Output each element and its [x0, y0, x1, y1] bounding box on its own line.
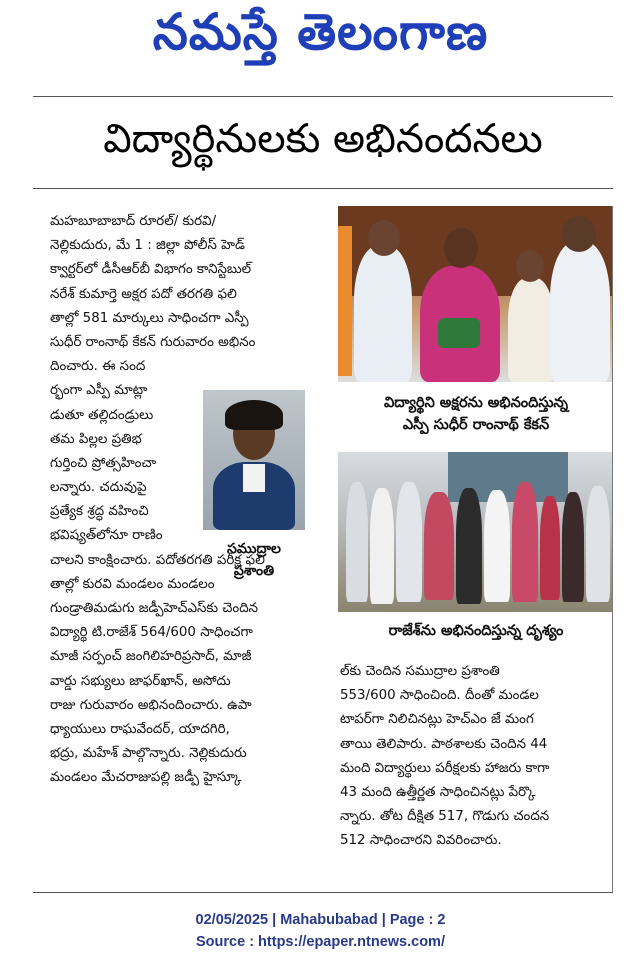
photo2-caption: రాజేశ్‌ను అభినందిస్తున్న దృశ్యం [388, 623, 564, 639]
masthead [0, 0, 641, 88]
article-line: ర్భంగా ఎస్పీ మాట్లా [50, 383, 148, 399]
headline: విద్యార్థినులకు అభినందనలు [103, 116, 543, 162]
article-line: విద్యార్థి టి.రాజేశ్ 564/600 సాధించగా [50, 625, 253, 641]
article-line: నరేశ్ కుమార్తె అక్షర పదో తరగతి ఫలి [50, 286, 237, 302]
article-line: న్నారు. తోట దీక్షిత 517, గొడుగు చందన [340, 809, 550, 825]
article-line: గుర్తించి ప్రోత్సహించా [50, 455, 157, 471]
edition-info: 02/05/2025 | Mahabubabad | Page : 2 [195, 912, 446, 928]
article-line: భద్రు, మహేశ్ పాల్గొన్నారు. నెల్లికుదురు [50, 746, 247, 762]
article-line: చాలని కాంక్షించారు. పదోతరగతి పరీక్ష ఫలి [50, 552, 265, 568]
student-portrait-photo [203, 390, 305, 530]
article-line: 43 మంది ఉత్తీర్ణత సాధించినట్లు పేర్కొ [340, 784, 536, 800]
article-line: క్వార్టర్‌లో డీసీఆర్‌బీ విభాగం కానిస్టేబుల్ [50, 262, 252, 278]
newspaper-logo: నమస్తే తెలంగాణ [152, 2, 489, 61]
article-line: ధ్యాయులు రాఘవేందర్, యాదగిరి, [50, 721, 230, 737]
article-line: 512 సాధించారని వివరించారు. [340, 833, 502, 849]
article-line: ప్రత్యేక శ్రద్ధ వహించి [50, 504, 149, 520]
article-line: మహబూబాబాద్ రూరల్/ కురవి/ [50, 214, 217, 229]
portrait-caption: సముద్రాల ప్రశాంతి [227, 541, 281, 579]
article-line: టాపర్‌గా నిలిచినట్లు హెచ్‌ఎం జే మంగ [340, 712, 534, 728]
article-line: వార్డు సభ్యులు జాఫర్‌ఖాన్, అసోదు [50, 673, 231, 689]
article-line: డుతూ తల్లిదండ్రులు [50, 407, 154, 423]
right-border [612, 206, 613, 892]
article-line: 553/600 సాధించింది. దీంతో మండల [340, 688, 539, 704]
article-line: లన్నారు. చదువుపై [50, 480, 147, 496]
article-line: ల్‌కు చెందిన సముద్రాల ప్రశాంతి [340, 664, 500, 679]
top-divider [33, 96, 613, 97]
article-line: తాయి తెలిపారు. పాఠశాలకు చెందిన 44 [340, 736, 548, 752]
article-line: తాల్లో 581 మార్కులు సాధించగా ఎస్పీ [50, 310, 249, 326]
photo1-caption: విద్యార్థిని అక్షరను అభినందిస్తున్న ఎస్పీ సుధీర్ రాంనాథ్ కేకన్ [383, 395, 569, 433]
article-line: మాజీ సర్పంచ్ జంగిలిహరిప్రసాద్, మాజీ [50, 649, 252, 665]
source-link[interactable]: Source : https://epaper.ntnews.com/ [196, 934, 445, 950]
article-line: దించారు. ఈ సంద [50, 359, 146, 375]
headline-divider [33, 188, 613, 189]
felicitation-photo-1 [338, 206, 612, 382]
article-body-right [340, 660, 612, 854]
article-line: గుండ్రాతిమడుగు జడ్పీహెచ్‌ఎస్‌కు చెందిన [50, 601, 259, 616]
article-line: మంది విద్యార్థులు పరీక్షలకు హాజరు కాగా [340, 760, 550, 776]
article-line: తమ పిల్లల ప్రతిభ [50, 431, 142, 447]
bottom-divider [33, 892, 613, 893]
article-line: భవిష్యత్‌లోనూ రాణిం [50, 528, 163, 544]
article-line: సుధీర్ రాంనాథ్ కేకన్ గురువారం అభినం [50, 334, 256, 350]
article-line: మండలం మేచరాజుపల్లి జడ్పీ హైస్కూ [50, 770, 242, 786]
article-line: తాల్లో కురవి మండలం మండలం [50, 576, 215, 592]
felicitation-photo-2 [338, 452, 612, 612]
article-line: నెల్లికుదురు, మే 1 : జిల్లా పోలీస్ హెడ్ [50, 238, 245, 254]
article-line: రాజు గురువారం అభినందించారు. ఉపా [50, 697, 252, 713]
